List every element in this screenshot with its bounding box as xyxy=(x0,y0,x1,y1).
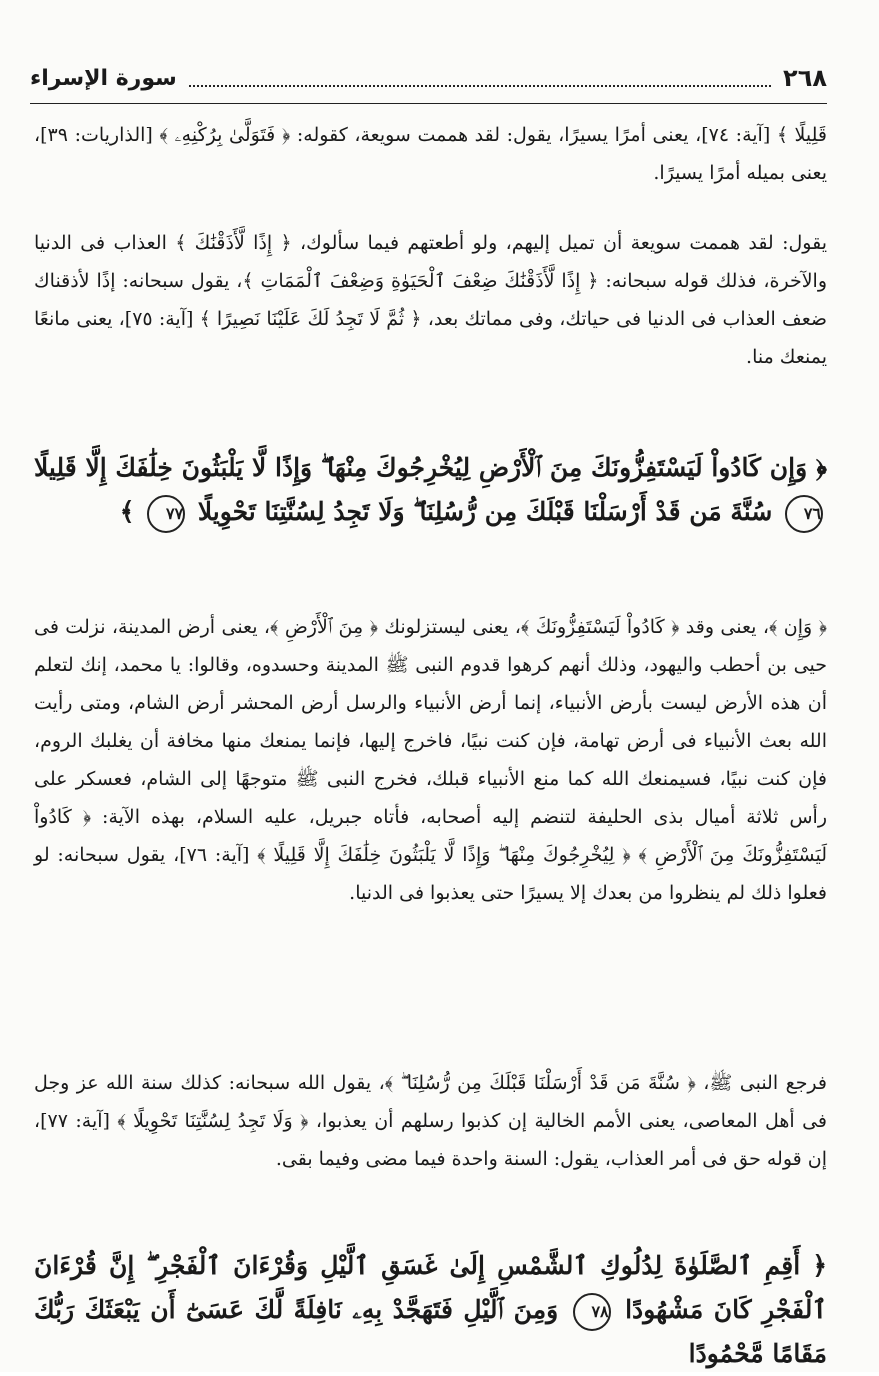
surah-title: سورة الإسراء xyxy=(30,65,177,91)
paragraph-1: قَلِيلًا ﴾ [آية: ٧٤]، يعنى أمرًا يسيرًا، يقول: لقد هممت سويعة، كقوله: ﴿ فَتَوَلَّىٰ بِرُكْنِهِۦ ﴾ [الذاريات: ٣٩]، يعنى بميله أمرًا يسيرًا. xyxy=(34,124,828,184)
verse-block-close: ﴾ xyxy=(119,497,135,526)
page-number: ٢٦٨ xyxy=(783,64,827,92)
paragraph-3: ﴿ وَإِن ﴾، يعنى وقد ﴿ كَادُواْ لَيَسْتَفِزُّونَكَ ﴾، يعنى ليستزلونك ﴿ مِنَ ٱلْأَرْضِ ﴾، يعنى أرض المدينة، نزلت فى حيى بن أحطب واليهود، وذلك أنهم كرهوا قدوم النبى ﷺ المدينة وحسدوه، وقالوا: يا محمد، إنك لتعلم أن هذه الأرض ليست بأرض الأنبياء، إنما أرض الأنبياء والرسل أرض المحشر أرض الشام، ومتى رأيت الله بعث الأنبياء فى أرض تهامة، فإن كنت نبيًا، فاخرج إليها، فإنما يمنعك منها مخافة أن يغلبك الروم، فإن كنت نبيًا، فسيمنعك الله كما منع الأنبياء قبلك، فخرج النبى ﷺ متوجهًا إلى الشام، فعسكر على رأس ثلاثة أميال بذى الحليفة لتنضم إليه أصحابه، فأتاه جبريل، عليه السلام، بهذه الآية: ﴿ كَادُواْ لَيَسْتَفِزُّونَكَ مِنَ ٱلْأَرْضِ ﴾ ﴿ لِيُخْرِجُوكَ مِنْهَا ۖ وَإِذًا لَّا يَلْبَثُونَ خِلَٰفَكَ إِلَّا قَلِيلًا ﴾ [آية: ٧٦]، يقول سبحانه: لو فعلوا ذلك لم ينظروا من بعدك إلا يسيرًا حتى يعذبوا فى الدنيا. xyxy=(34,616,828,904)
header-rule xyxy=(30,103,827,104)
verse-76-text: ﴿ وَإِن كَادُواْ لَيَسْتَفِزُّونَكَ مِنَ ٱلْأَرْضِ لِيُخْرِجُوكَ مِنْهَا ۖ وَإِذًا لَّا يَلْبَثُونَ خِلَٰفَكَ إِلَّا قَلِيلًا xyxy=(34,453,827,482)
verse-block-1 xyxy=(34,446,827,534)
verse-block-2 xyxy=(34,1244,827,1376)
verse-79-text: وَمِنَ ٱلَّيْلِ فَتَهَجَّدْ بِهِۦ نَافِلَةً لَّكَ عَسَىٰٓ أَن يَبْعَثَكَ رَبُّكَ مَقَامًا مَّحْمُودًا xyxy=(34,1295,827,1368)
verse-number-76: ٧٦ xyxy=(785,495,823,533)
verse-77-text: سُنَّةَ مَن قَدْ أَرْسَلْنَا قَبْلَكَ مِن رُّسُلِنَا ۖ وَلَا تَجِدُ لِسُنَّتِنَا تَحْوِيلًا xyxy=(197,497,773,526)
verse-78-text: ﴿ أَقِمِ ٱلصَّلَوٰةَ لِدُلُوكِ ٱلشَّمْسِ إِلَىٰ غَسَقِ ٱلَّيْلِ وَقُرْءَانَ ٱلْفَجْرِ ۖ إِنَّ قُرْءَانَ ٱلْفَجْرِ كَانَ مَشْهُودًا xyxy=(34,1251,827,1324)
paragraph-4: فرجع النبى ﷺ، ﴿ سُنَّةَ مَن قَدْ أَرْسَلْنَا قَبْلَكَ مِن رُّسُلِنَا ۖ ﴾، يقول الله سبحانه: كذلك سنة الله عز وجل فى أهل المعاصى، يعنى الأمم الخالية إن كذبوا رسلهم أن يعذبوا، ﴿ وَلَا تَجِدُ لِسُنَّتِنَا تَحْوِيلًا ﴾ [آية: ٧٧]، إن قوله حق فى أمر العذاب، يقول: السنة واحدة فيما مضى وفيما بقى. xyxy=(34,1072,827,1170)
verse-number-77: ٧٧ xyxy=(147,495,185,533)
page-header xyxy=(30,58,827,98)
verse-number-78: ٧٨ xyxy=(573,1293,611,1331)
paragraph-2: يقول: لقد هممت سويعة أن تميل إليهم، ولو أطعتهم فيما سألوك، ﴿ إِذًا لَّأَذَقْنَٰكَ ﴾ العذاب فى الدنيا والآخرة، فذلك قوله سبحانه: ﴿ إِذًا لَّأَذَقْنَٰكَ ضِعْفَ ٱلْحَيَوٰةِ وَضِعْفَ ٱلْمَمَاتِ ﴾، يقول سبحانه: إذًا لأذقناك ضعف العذاب فى الدنيا فى حياتك، وفى مماتك بعد، ﴿ ثُمَّ لَا تَجِدُ لَكَ عَلَيْنَا نَصِيرًا ﴾ [آية: ٧٥]، يعنى مانعًا يمنعك منا. xyxy=(34,232,827,368)
header-dotted-leader xyxy=(189,85,771,87)
